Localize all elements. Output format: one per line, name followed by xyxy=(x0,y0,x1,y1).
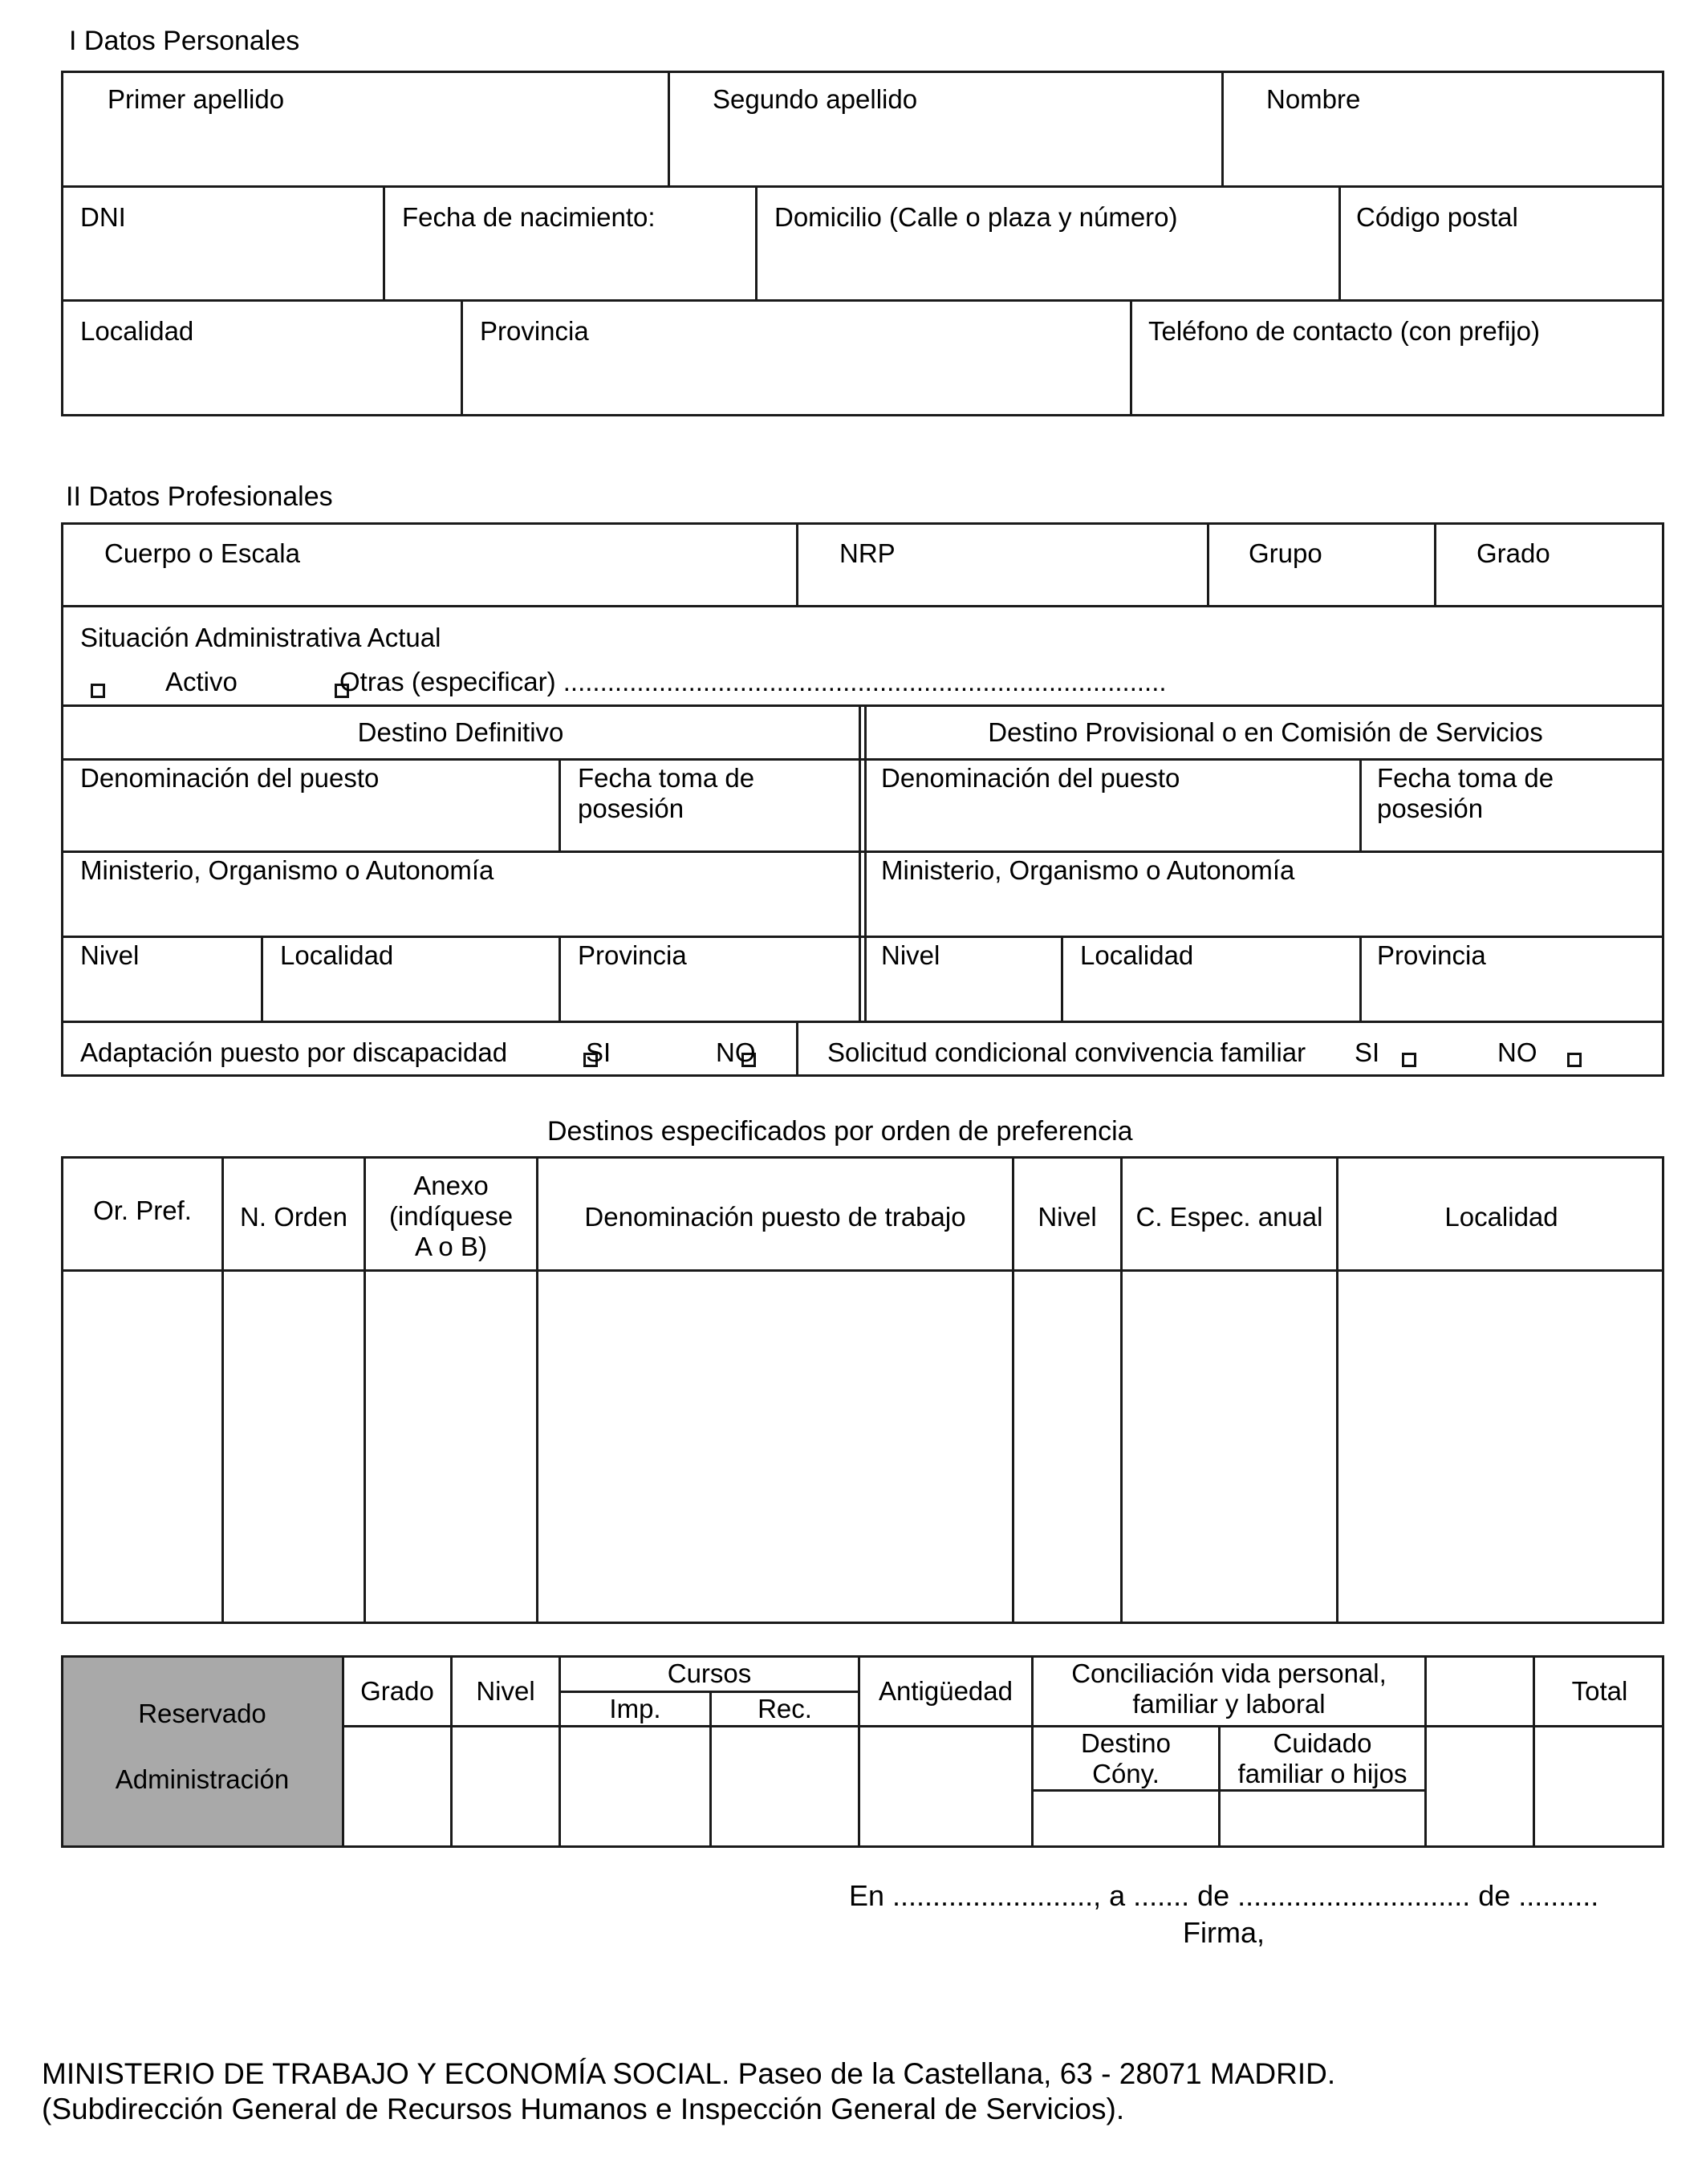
prov-ministerio-field[interactable]: Ministerio, Organismo o Autonomía xyxy=(881,855,1295,885)
destino-provisional-header: Destino Provisional o en Comisión de Servicios xyxy=(988,716,1543,747)
col-denominacion: Denominación puesto de trabajo xyxy=(584,1201,966,1232)
col-or-pref: Or. Pref. xyxy=(93,1195,192,1225)
def-nivel-field[interactable]: Nivel xyxy=(80,940,140,970)
reservado-label: Reservado xyxy=(138,1699,266,1728)
solicitud-no-checkbox[interactable] xyxy=(1567,1053,1582,1067)
cuerpo-escala-field[interactable]: Cuerpo o Escala xyxy=(104,538,300,568)
dni-field[interactable]: DNI xyxy=(80,202,126,232)
solicitud-si-checkbox[interactable] xyxy=(1402,1053,1416,1067)
nombre-field[interactable]: Nombre xyxy=(1266,84,1361,114)
footer-subdireccion: (Subdirección General de Recursos Humanos e Inspección General de Servicios). xyxy=(42,2093,1125,2125)
res-cuidado-line2: familiar o hijos xyxy=(1237,1759,1407,1788)
res-conciliacion-line2: familiar y laboral xyxy=(1132,1689,1326,1719)
res-antiguedad: Antigüedad xyxy=(879,1675,1013,1706)
res-destino-line2: Cóny. xyxy=(1092,1759,1160,1788)
adaptacion-si-label: SI xyxy=(586,1037,611,1067)
grado-field[interactable]: Grado xyxy=(1477,538,1550,568)
res-conciliacion-line1: Conciliación vida personal, xyxy=(1071,1658,1387,1688)
grupo-field[interactable]: Grupo xyxy=(1249,538,1322,568)
administracion-label: Administración xyxy=(115,1764,290,1794)
prov-denominacion-field[interactable]: Denominación del puesto xyxy=(881,763,1180,793)
col-nivel: Nivel xyxy=(1038,1201,1097,1232)
res-cuidado-line1: Cuidado xyxy=(1273,1728,1372,1758)
adaptacion-no-label: NO xyxy=(716,1037,756,1067)
prov-nivel-field[interactable]: Nivel xyxy=(881,940,940,970)
res-nivel: Nivel xyxy=(476,1675,535,1706)
codigo-postal-field[interactable]: Código postal xyxy=(1356,202,1518,232)
prov-localidad-field[interactable]: Localidad xyxy=(1080,940,1194,970)
activo-label: Activo xyxy=(165,667,238,696)
destino-definitivo-header: Destino Definitivo xyxy=(357,716,564,747)
localidad-field[interactable]: Localidad xyxy=(80,316,194,346)
res-grado: Grado xyxy=(360,1675,434,1706)
prov-provincia-field[interactable]: Provincia xyxy=(1377,940,1486,970)
footer-ministerio: MINISTERIO DE TRABAJO Y ECONOMÍA SOCIAL. Paseo de la Castellana, 63 - 28071 MADRID. xyxy=(42,2057,1336,2090)
res-rec: Rec. xyxy=(758,1693,812,1723)
fecha-line[interactable]: En ........................., a ....... de ............................. de .......... xyxy=(849,1879,1599,1912)
destinos-title: Destinos especificados por orden de preferencia xyxy=(547,1116,1133,1147)
col-anexo-line1: Anexo xyxy=(413,1171,489,1200)
res-total: Total xyxy=(1571,1675,1628,1706)
solicitud-no-label: NO xyxy=(1497,1037,1537,1067)
situacion-label: Situación Administrativa Actual xyxy=(80,623,441,652)
col-anexo-line3: A o B) xyxy=(415,1232,487,1261)
prov-fecha-toma-line2: posesión xyxy=(1377,794,1484,823)
domicilio-field[interactable]: Domicilio (Calle o plaza y número) xyxy=(774,202,1178,232)
otras-label: Otras (especificar) .................................................................................. xyxy=(339,667,1167,696)
prov-fecha-toma-line1[interactable]: Fecha toma de xyxy=(1377,763,1554,793)
col-localidad: Localidad xyxy=(1444,1201,1558,1232)
telefono-field[interactable]: Teléfono de contacto (con prefijo) xyxy=(1148,316,1540,346)
section-personal-title: I Datos Personales xyxy=(69,26,300,56)
fecha-nacimiento-field[interactable]: Fecha de nacimiento: xyxy=(402,202,656,232)
col-n-orden: N. Orden xyxy=(240,1201,347,1232)
provincia-field[interactable]: Provincia xyxy=(480,316,589,346)
res-imp: Imp. xyxy=(609,1693,661,1723)
def-ministerio-field[interactable]: Ministerio, Organismo o Autonomía xyxy=(80,855,494,885)
def-fecha-toma-line2: posesión xyxy=(578,794,684,823)
def-localidad-field[interactable]: Localidad xyxy=(280,940,394,970)
segundo-apellido-field[interactable]: Segundo apellido xyxy=(713,84,918,114)
col-anexo-line2: (indíquese xyxy=(388,1201,514,1231)
primer-apellido-field[interactable]: Primer apellido xyxy=(108,84,285,114)
adaptacion-label: Adaptación puesto por discapacidad xyxy=(80,1037,508,1067)
res-destino-line1: Destino xyxy=(1081,1728,1171,1758)
solicitud-label: Solicitud condicional convivencia familiar xyxy=(827,1037,1306,1067)
def-fecha-toma-line1[interactable]: Fecha toma de xyxy=(578,763,755,793)
firma-label: Firma, xyxy=(1183,1916,1265,1949)
activo-checkbox[interactable] xyxy=(91,684,105,698)
def-provincia-field[interactable]: Provincia xyxy=(578,940,687,970)
res-cursos: Cursos xyxy=(667,1658,752,1689)
col-c-espec: C. Espec. anual xyxy=(1135,1201,1323,1232)
section-professional-title: II Datos Profesionales xyxy=(66,481,333,512)
solicitud-si-label: SI xyxy=(1355,1037,1380,1067)
def-denominacion-field[interactable]: Denominación del puesto xyxy=(80,763,380,793)
personal-data-frame xyxy=(61,71,1664,416)
nrp-field[interactable]: NRP xyxy=(839,538,896,568)
